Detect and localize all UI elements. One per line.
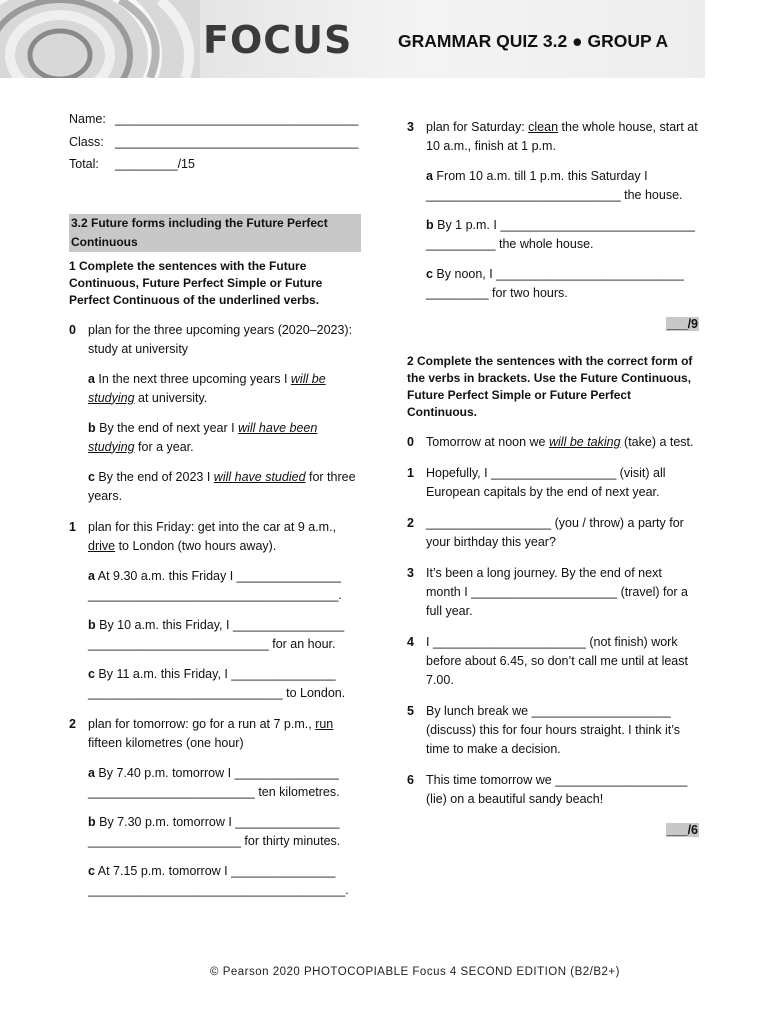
answer: will have been studying <box>88 420 318 454</box>
item-plan: plan for Saturday: clean the whole house, start at 10 a.m., finish at 1 p.m. <box>426 120 698 153</box>
item-number: 3 <box>407 566 414 580</box>
item-number: 2 <box>407 516 414 530</box>
focus-logo: FOCUS <box>203 18 353 62</box>
name-row <box>69 108 361 131</box>
item-number: 4 <box>407 635 414 649</box>
task2-item-3[interactable]: 3 It’s been a long journey. By the end of next month I _____________________ (travel) for a full year. <box>407 564 699 621</box>
swirl-graphic <box>0 0 200 78</box>
item-plan: plan for this Friday: get into the car at 9 a.m., drive to London (two hours away). <box>88 519 337 553</box>
quiz-title: GRAMMAR QUIZ 3.2 ● GROUP A <box>398 31 669 51</box>
header-banner <box>0 0 705 78</box>
right-column <box>407 118 699 837</box>
item-number: 0 <box>407 435 414 449</box>
task1-item-3 <box>407 118 699 156</box>
class-label: Class: <box>69 134 104 149</box>
left-column <box>69 108 361 900</box>
task2-item-1[interactable]: 1 Hopefully, I __________________ (visit) all European capitals by the end of next year. <box>407 464 699 502</box>
task1-item-0a: a In the next three upcoming years I will be studying at university. <box>88 371 326 405</box>
task2-item-5[interactable]: 5 By lunch break we ____________________ (discuss) this for four hours straight. I think it’s time to make a decision. <box>407 702 699 759</box>
item-plan: plan for tomorrow: go for a run at 7 p.m., run fifteen kilometres (one hour) <box>88 716 334 750</box>
task1-item-0 <box>69 321 361 359</box>
answer: will have studied <box>213 469 306 484</box>
task1-item-2b[interactable]: b By 7.30 p.m. tomorrow I _______________ ______________________ for thirty minutes. <box>88 814 341 848</box>
task1-item-2 <box>69 715 361 753</box>
answer: will be studying <box>88 371 326 405</box>
item-number: 6 <box>407 773 414 787</box>
answer: will be taking <box>548 435 621 449</box>
task1-item-0c: c By the end of 2023 I will have studied for three years. <box>88 469 356 503</box>
footer-copyright: © Pearson 2020 PHOTOCOPIABLE Focus 4 SECOND EDITION (B2/B2+) <box>210 966 620 978</box>
class-field[interactable]: ___________________________________ <box>115 134 359 149</box>
section-title: 3.2 Future forms including the Future Perfect Continuous <box>69 214 361 252</box>
task1-item-1b[interactable]: b By 10 a.m. this Friday, I ________________ __________________________ for an hour. <box>88 617 345 651</box>
task1-item-1c[interactable]: c By 11 a.m. this Friday, I _______________ ____________________________ to London. <box>88 666 346 700</box>
task1-item-2a[interactable]: a By 7.40 p.m. tomorrow I _______________ ________________________ ten kilometres. <box>88 765 340 799</box>
task1-item-3a[interactable]: a From 10 a.m. till 1 p.m. this Saturday I ____________________________ the house. <box>426 169 683 202</box>
task1-instruction: 1 Complete the sentences with the Future Continuous, Future Perfect Simple or Future Perfect Continuous of the underlined verbs. <box>69 258 323 307</box>
name-field[interactable]: ___________________________________ <box>115 112 359 126</box>
item-number: 1 <box>69 519 76 534</box>
task1-item-3b[interactable]: b By 1 p.m. I ____________________________ __________ the whole house. <box>426 218 695 251</box>
task2-item-6[interactable]: 6 This time tomorrow we ___________________ (lie) on a beautiful sandy beach! <box>407 771 699 809</box>
task2-item-2[interactable]: 2 __________________ (you / throw) a party for your birthday this year? <box>407 514 699 552</box>
task1-item-2c[interactable]: c At 7.15 p.m. tomorrow I _______________ _____________________________________. <box>88 863 349 897</box>
task1-score: ___/9 <box>666 317 698 331</box>
task2-item-4[interactable]: 4 I ______________________ (not finish) work before about 6.45, so don’t call me until at least 7.00. <box>407 633 699 690</box>
task1-item-3c[interactable]: c By noon, I ___________________________ _________ for two hours. <box>426 267 684 300</box>
task1-item-1a[interactable]: a At 9.30 a.m. this Friday I _______________ ____________________________________. <box>88 568 342 602</box>
task1-item-0b: b By the end of next year I will have been studying for a year. <box>88 420 318 454</box>
total-label: Total: <box>69 157 99 171</box>
task2-score: ___/6 <box>666 823 698 837</box>
task1-item-1 <box>69 518 361 556</box>
item-number: 1 <box>407 466 414 480</box>
item-number: 0 <box>69 322 76 337</box>
name-label: Name: <box>69 112 106 126</box>
class-row <box>69 131 361 154</box>
task2-instruction: 2 Complete the sentences with the correct form of the verbs in brackets. Use the Future Continuous, Future Perfect Simple or Future Perfect Continuous. <box>407 354 693 419</box>
item-number: 5 <box>407 704 414 718</box>
task2-item-0: 0 Tomorrow at noon we will be taking (take) a test. <box>407 433 699 452</box>
item-plan: plan for the three upcoming years (2020–2023): study at university <box>88 322 353 356</box>
total-row <box>69 153 361 176</box>
item-number: 3 <box>407 120 414 134</box>
item-number: 2 <box>69 716 76 731</box>
total-field[interactable]: _________/15 <box>115 157 195 171</box>
